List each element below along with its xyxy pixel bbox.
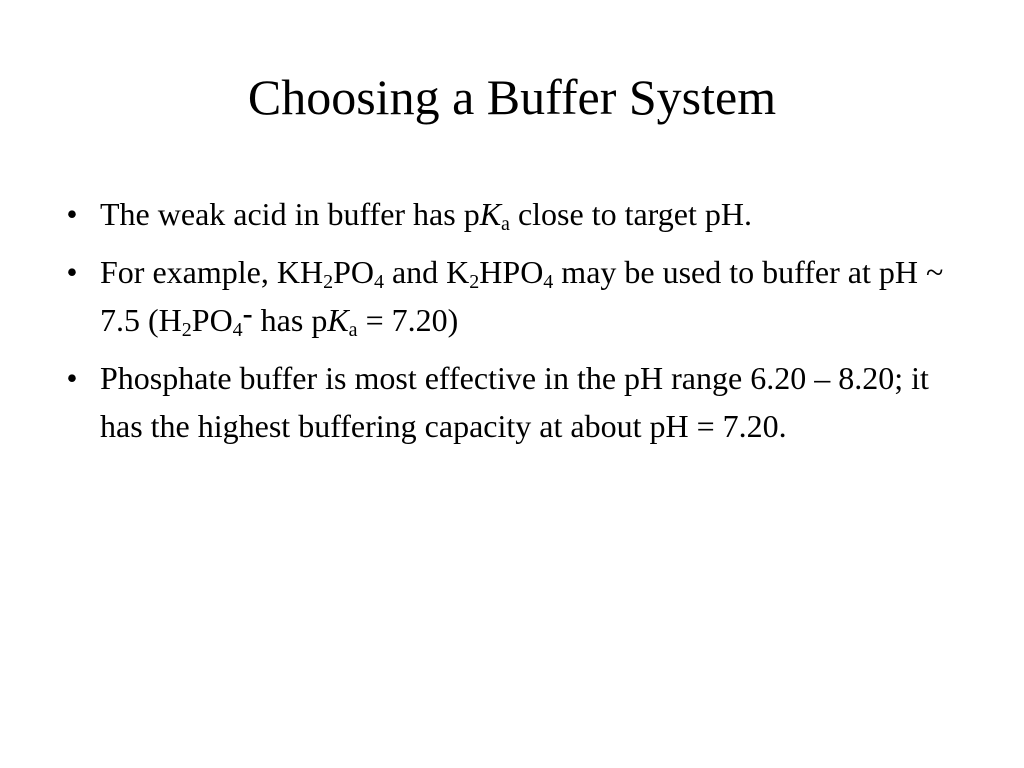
bullet-text: Phosphate buffer is most effective in the pH range 6.20 – 8.20; it has the highest buffering capacity at about pH = 7.20. [100,360,929,444]
bullet-item-phosphate [60,354,960,450]
bullet-text: has p [252,302,328,338]
bullet-list [60,190,960,460]
bullet-text: For example, KH [100,254,324,290]
subscript: a [348,319,358,341]
charge-superscript: - [242,297,253,330]
ka-symbol: K [327,302,349,338]
bullet-text: close to target pH. [509,196,752,232]
subscript: 2 [181,319,192,341]
ka-symbol: K [479,196,502,232]
bullet-text: PO [333,254,374,290]
subscript: 4 [543,271,554,293]
bullet-text: The weak acid in buffer has p [100,196,480,232]
bullet-icon: • [66,196,78,232]
bullet-icon: • [66,254,78,290]
subscript: 2 [323,271,334,293]
subscript: a [501,213,510,235]
bullet-icon: • [66,360,78,396]
bullet-text: HPO [479,254,544,290]
subscript: 4 [373,271,384,293]
subscript: 2 [469,271,480,293]
bullet-item-weak-acid [60,190,960,238]
bullet-item-example [60,248,960,344]
bullet-text: PO [191,302,233,338]
bullet-text: may be used to buffer at pH ~ 7.5 (H [100,254,944,338]
bullet-text: and K [383,254,470,290]
bullet-text: = 7.20) [357,302,459,338]
subscript: 4 [232,319,243,341]
slide-title: Choosing a Buffer System [247,69,777,125]
